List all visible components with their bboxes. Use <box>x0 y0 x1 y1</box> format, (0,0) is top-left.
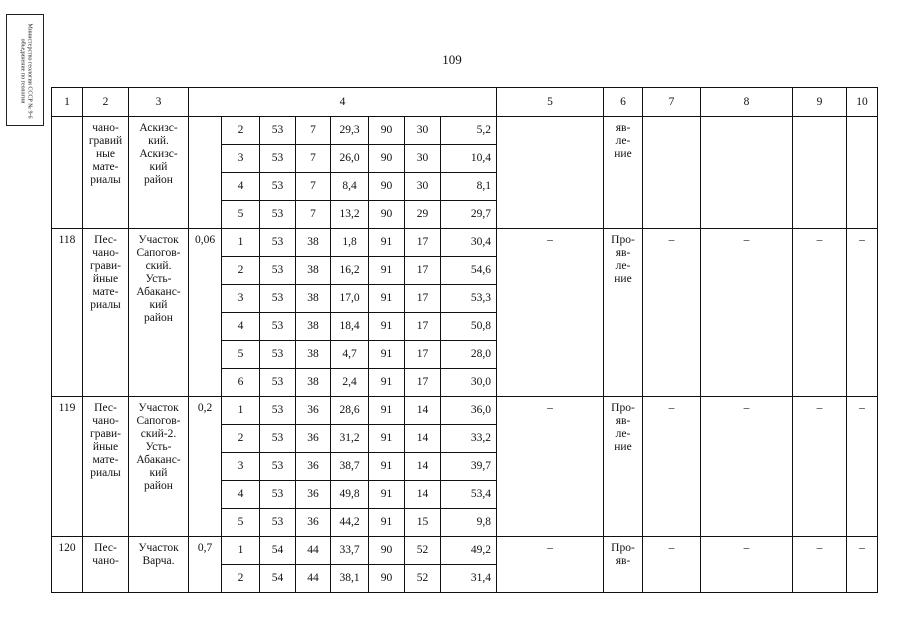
value-cell: 0,7 <box>189 537 222 593</box>
header-cell-7: 7 <box>643 88 701 117</box>
value-e: 52 <box>405 537 441 565</box>
value-f: 49,2 <box>441 537 497 565</box>
entry-number <box>52 117 83 229</box>
value-f: 8,1 <box>441 173 497 201</box>
location-cell: Участок Варча. <box>129 537 189 593</box>
value-e: 15 <box>405 509 441 537</box>
header-cell-2: 2 <box>83 88 129 117</box>
col5-cell <box>497 117 604 229</box>
value-c: 13,2 <box>331 201 369 229</box>
value-a: 53 <box>260 229 296 257</box>
entry-number: 119 <box>52 397 83 537</box>
value-e: 14 <box>405 453 441 481</box>
material-cell: Пес- чано- грави- йные мате- риалы <box>83 397 129 537</box>
value-d: 90 <box>369 537 405 565</box>
col5-cell: – <box>497 229 604 397</box>
value-c: 16,2 <box>331 257 369 285</box>
sample-number: 1 <box>222 229 260 257</box>
sample-number: 3 <box>222 453 260 481</box>
value-d: 91 <box>369 425 405 453</box>
stamp-text: Министерство геологии СССР № 9-6 объединение по геологии <box>20 23 33 119</box>
value-d: 91 <box>369 397 405 425</box>
sample-number: 4 <box>222 481 260 509</box>
value-f: 10,4 <box>441 145 497 173</box>
value-c: 2,4 <box>331 369 369 397</box>
value-a: 54 <box>260 565 296 593</box>
table-row <box>52 117 878 145</box>
value-c: 26,0 <box>331 145 369 173</box>
value-a: 53 <box>260 257 296 285</box>
conclusion-cell: Про- яв- ле- ние <box>604 229 643 397</box>
value-e: 29 <box>405 201 441 229</box>
value-a: 53 <box>260 397 296 425</box>
value-a: 53 <box>260 425 296 453</box>
col7-cell: – <box>643 397 701 537</box>
conclusion-cell: Про- яв- ле- ние <box>604 397 643 537</box>
entry-number: 118 <box>52 229 83 397</box>
value-d: 91 <box>369 369 405 397</box>
value-d: 90 <box>369 201 405 229</box>
value-f: 5,2 <box>441 117 497 145</box>
value-c: 44,2 <box>331 509 369 537</box>
value-f: 53,4 <box>441 481 497 509</box>
value-b: 7 <box>296 173 331 201</box>
value-c: 31,2 <box>331 425 369 453</box>
value-b: 36 <box>296 425 331 453</box>
value-f: 36,0 <box>441 397 497 425</box>
value-e: 17 <box>405 285 441 313</box>
value-b: 7 <box>296 145 331 173</box>
value-b: 7 <box>296 117 331 145</box>
value-c: 28,6 <box>331 397 369 425</box>
col9-cell <box>793 117 847 229</box>
col9-cell: – <box>793 229 847 397</box>
sample-number: 5 <box>222 509 260 537</box>
value-f: 50,8 <box>441 313 497 341</box>
header-cell-5: 5 <box>497 88 604 117</box>
value-b: 36 <box>296 509 331 537</box>
value-cell: 0,06 <box>189 229 222 397</box>
value-a: 53 <box>260 173 296 201</box>
value-e: 14 <box>405 481 441 509</box>
value-b: 38 <box>296 229 331 257</box>
value-b: 38 <box>296 285 331 313</box>
value-f: 9,8 <box>441 509 497 537</box>
sample-number: 6 <box>222 369 260 397</box>
value-b: 36 <box>296 481 331 509</box>
entry-number: 120 <box>52 537 83 593</box>
value-d: 91 <box>369 453 405 481</box>
value-b: 7 <box>296 201 331 229</box>
value-a: 53 <box>260 145 296 173</box>
header-cell-6: 6 <box>604 88 643 117</box>
value-d: 90 <box>369 117 405 145</box>
header-cell-4: 4 <box>189 88 497 117</box>
value-cell <box>189 117 222 229</box>
value-f: 31,4 <box>441 565 497 593</box>
material-cell: Пес- чано- <box>83 537 129 593</box>
header-cell-9: 9 <box>793 88 847 117</box>
value-c: 4,7 <box>331 341 369 369</box>
value-d: 91 <box>369 313 405 341</box>
material-cell: чано- гравий ные мате- риалы <box>83 117 129 229</box>
value-f: 54,6 <box>441 257 497 285</box>
value-d: 91 <box>369 481 405 509</box>
table-row <box>52 537 878 565</box>
value-f: 29,7 <box>441 201 497 229</box>
header-cell-8: 8 <box>701 88 793 117</box>
value-c: 18,4 <box>331 313 369 341</box>
value-b: 38 <box>296 257 331 285</box>
value-d: 91 <box>369 341 405 369</box>
value-f: 30,4 <box>441 229 497 257</box>
header-row <box>52 88 878 117</box>
header-cell-3: 3 <box>129 88 189 117</box>
conclusion-cell: яв- ле- ние <box>604 117 643 229</box>
value-b: 38 <box>296 341 331 369</box>
col9-cell: – <box>793 537 847 593</box>
value-e: 30 <box>405 173 441 201</box>
value-a: 54 <box>260 537 296 565</box>
sample-number: 5 <box>222 201 260 229</box>
value-e: 14 <box>405 397 441 425</box>
value-a: 53 <box>260 453 296 481</box>
sample-number: 2 <box>222 117 260 145</box>
sample-number: 1 <box>222 537 260 565</box>
location-cell: Участок Сапогов- ский-2. Усть- Абаканс- кий район <box>129 397 189 537</box>
col7-cell: – <box>643 537 701 593</box>
col10-cell: – <box>847 397 878 537</box>
col9-cell: – <box>793 397 847 537</box>
value-a: 53 <box>260 369 296 397</box>
col5-cell: – <box>497 537 604 593</box>
value-c: 38,1 <box>331 565 369 593</box>
value-c: 8,4 <box>331 173 369 201</box>
value-cell: 0,2 <box>189 397 222 537</box>
col5-cell: – <box>497 397 604 537</box>
header-cell-1: 1 <box>52 88 83 117</box>
data-table <box>51 87 878 593</box>
table-row <box>52 397 878 425</box>
col8-cell: – <box>701 229 793 397</box>
value-b: 44 <box>296 565 331 593</box>
value-d: 91 <box>369 285 405 313</box>
value-f: 33,2 <box>441 425 497 453</box>
archive-stamp <box>6 14 44 126</box>
sample-number: 4 <box>222 313 260 341</box>
location-cell: Участок Сапогов- ский. Усть- Абаканс- кий район <box>129 229 189 397</box>
value-a: 53 <box>260 201 296 229</box>
value-e: 17 <box>405 313 441 341</box>
value-b: 38 <box>296 313 331 341</box>
value-d: 91 <box>369 257 405 285</box>
value-f: 28,0 <box>441 341 497 369</box>
value-c: 38,7 <box>331 453 369 481</box>
value-d: 90 <box>369 565 405 593</box>
value-e: 52 <box>405 565 441 593</box>
value-f: 30,0 <box>441 369 497 397</box>
value-c: 29,3 <box>331 117 369 145</box>
sample-number: 3 <box>222 145 260 173</box>
location-cell: Аскизс- кий. Аскизс- кий район <box>129 117 189 229</box>
col10-cell <box>847 117 878 229</box>
value-e: 17 <box>405 341 441 369</box>
value-b: 38 <box>296 369 331 397</box>
value-c: 49,8 <box>331 481 369 509</box>
value-e: 30 <box>405 117 441 145</box>
value-b: 36 <box>296 453 331 481</box>
table-row <box>52 229 878 257</box>
value-f: 53,3 <box>441 285 497 313</box>
value-a: 53 <box>260 509 296 537</box>
sample-number: 1 <box>222 397 260 425</box>
material-cell: Пес- чано- грави- йные мате- риалы <box>83 229 129 397</box>
value-a: 53 <box>260 481 296 509</box>
col8-cell: – <box>701 397 793 537</box>
value-b: 36 <box>296 397 331 425</box>
value-f: 39,7 <box>441 453 497 481</box>
col10-cell: – <box>847 537 878 593</box>
sample-number: 4 <box>222 173 260 201</box>
value-e: 17 <box>405 229 441 257</box>
sample-number: 5 <box>222 341 260 369</box>
value-a: 53 <box>260 313 296 341</box>
col10-cell: – <box>847 229 878 397</box>
col7-cell <box>643 117 701 229</box>
page-number: 109 <box>442 52 462 67</box>
value-a: 53 <box>260 285 296 313</box>
value-e: 17 <box>405 257 441 285</box>
value-d: 90 <box>369 173 405 201</box>
value-a: 53 <box>260 117 296 145</box>
col8-cell: – <box>701 537 793 593</box>
sample-number: 2 <box>222 425 260 453</box>
value-e: 14 <box>405 425 441 453</box>
sample-number: 3 <box>222 285 260 313</box>
sample-number: 2 <box>222 257 260 285</box>
col8-cell <box>701 117 793 229</box>
value-e: 17 <box>405 369 441 397</box>
value-c: 33,7 <box>331 537 369 565</box>
value-d: 91 <box>369 509 405 537</box>
value-e: 30 <box>405 145 441 173</box>
value-a: 53 <box>260 341 296 369</box>
value-c: 17,0 <box>331 285 369 313</box>
sample-number: 2 <box>222 565 260 593</box>
value-d: 90 <box>369 145 405 173</box>
value-c: 1,8 <box>331 229 369 257</box>
header-cell-10: 10 <box>847 88 878 117</box>
value-b: 44 <box>296 537 331 565</box>
col7-cell: – <box>643 229 701 397</box>
conclusion-cell: Про- яв- <box>604 537 643 593</box>
value-d: 91 <box>369 229 405 257</box>
